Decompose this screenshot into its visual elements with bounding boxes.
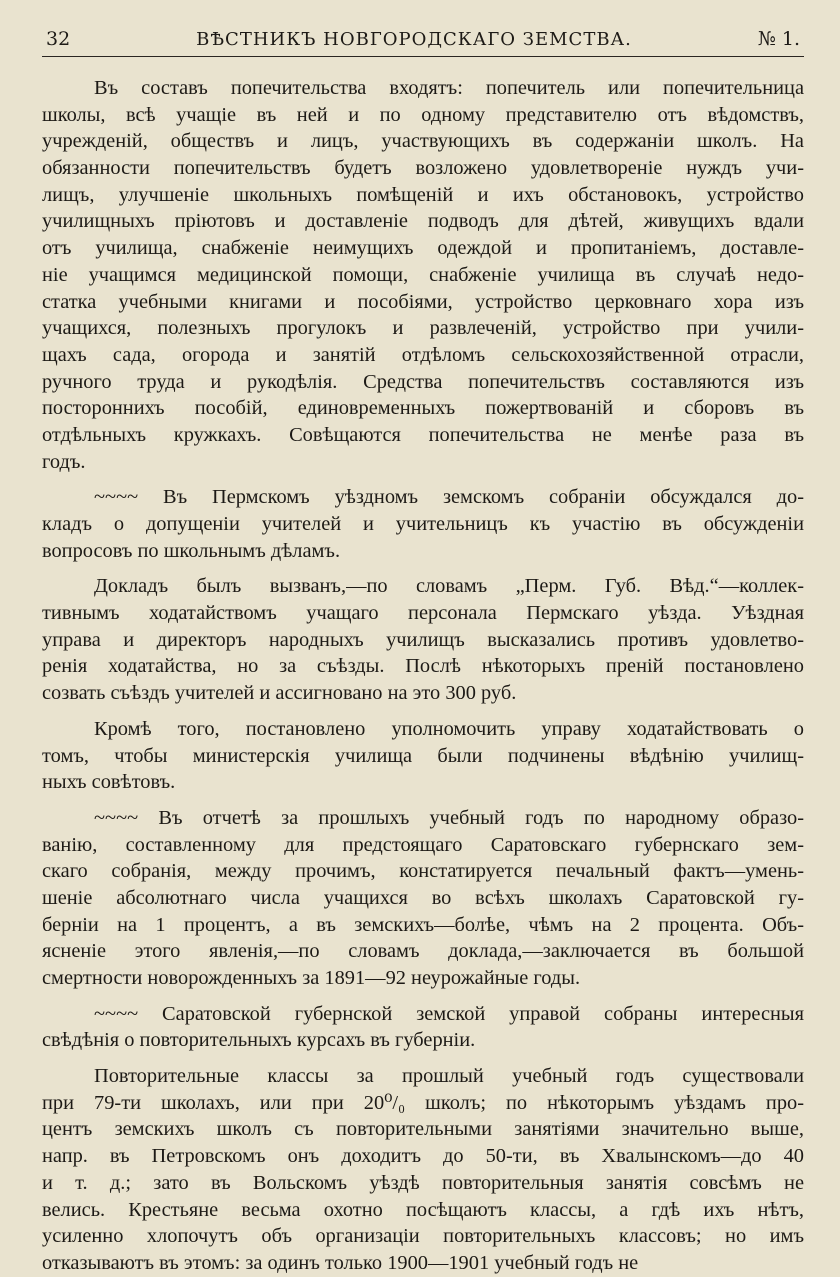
paragraph <box>42 805 804 992</box>
text-line: скаго собранія, между прочимъ, констатируется печальный фактъ—умень- <box>42 860 804 883</box>
journal-title: ВѢСТНИКЪ НОВГОРОДСКАГО ЗЕМСТВА. <box>196 29 632 50</box>
text-line: школы, всѣ учащіе въ ней и по одному представителю отъ вѣдомствъ, <box>42 103 804 126</box>
text-line: шеніе абсолютнаго числа учащихся во всѣхъ школахъ Саратовской гу- <box>42 886 804 909</box>
paragraph <box>42 1001 804 1054</box>
running-header <box>42 28 804 57</box>
text-line: отъ училища, снабженіе неимущихъ одеждой и пропитаніемъ, доставле- <box>42 237 804 260</box>
text-line: управа и директоръ народныхъ училищъ высказались противъ удовлетво- <box>42 628 804 651</box>
text-line: ренія ходатайства, но за съѣзды. Послѣ нѣкоторыхъ преній постановлено <box>42 655 804 678</box>
text-line: Докладъ былъ вызванъ,—по словамъ „Перм. Губ. Вѣд.“—коллек- <box>94 575 804 598</box>
text-line: щахъ сада, огорода и занятій отдѣломъ сельскохозяйственной отрасли, <box>42 343 804 366</box>
text-line: училищныхъ пріютовъ и доставленіе подводъ для дѣтей, живущихъ вдали <box>42 210 804 233</box>
text-line: ныхъ совѣтовъ. <box>42 771 176 794</box>
text-line: Повторительные классы за прошлый учебный годъ существовали <box>94 1065 804 1088</box>
text-line: Кромѣ того, постановлено уполномочить управу ходатайствовать о <box>94 717 804 740</box>
page-number: 32 <box>46 28 71 50</box>
text-line: томъ, чтобы министерскія училища были подчинены вѣдѣнію училищ- <box>42 744 804 767</box>
text-line: ~~~~ Саратовской губернской земской управой собраны интересныя <box>94 1002 804 1025</box>
text-line: статка учебными книгами и пособіями, устройство церковнаго хора изъ <box>42 290 804 313</box>
paragraph <box>42 75 804 475</box>
text-line: тивнымъ ходатайствомъ учащаго персонала Пермскаго уѣзда. Уѣздная <box>42 602 804 625</box>
text-line: постороннихъ пособій, единовременныхъ пожертвованій и сборовъ въ <box>42 397 804 420</box>
text-line: созвать съѣздъ учителей и ассигновано на это 300 руб. <box>42 682 517 705</box>
paragraph <box>42 1063 804 1277</box>
text-line: отдѣльныхъ кружкахъ. Совѣщаются попечительства не менѣе раза въ <box>42 423 804 446</box>
text-line: при 79-ти школахъ, или при 20⁰/₀ школъ; по нѣкоторымъ уѣздамъ про- <box>42 1091 804 1114</box>
text-line: берніи на 1 процентъ, а въ земскихъ—болѣе, чѣмъ на 2 процента. Объ- <box>42 913 804 936</box>
paragraph <box>42 484 804 564</box>
text-line: ясненіе этого явленія,—по словамъ доклада,—заключается въ большой <box>42 940 804 963</box>
text-line: учащихся, полезныхъ прогулокъ и развлеченій, устройство при учили- <box>42 317 804 340</box>
text-line: отказываютъ въ этомъ: за одинъ только 1900—1901 учебный годъ не <box>42 1251 639 1274</box>
text-line: ручного труда и рукодѣлія. Средства попечительствъ составляются изъ <box>42 370 804 393</box>
text-line: ~~~~ Въ отчетѣ за прошлыхъ учебный годъ по народному образо- <box>94 806 804 829</box>
text-line: кладъ о допущеніи учителей и учительницъ къ участію въ обсужденіи <box>42 513 804 535</box>
issue-number: № 1. <box>757 28 800 50</box>
text-line: ніе учащимся медицинской помощи, снабженіе училища въ случаѣ недо- <box>42 263 804 286</box>
text-line: обязанности попечительствъ будетъ возложено удовлетвореніе нуждъ учи- <box>42 157 804 180</box>
text-line: годъ. <box>42 450 86 473</box>
text-line: ванію, составленному для предстоящаго Саратовскаго губернскаго зем- <box>42 833 804 856</box>
paragraph <box>42 573 804 706</box>
text-line: напр. въ Петровскомъ онъ доходитъ до 50-ти, въ Хвалынскомъ—до 40 <box>42 1145 804 1168</box>
text-line: вопросовъ по школьнымъ дѣламъ. <box>42 539 341 562</box>
text-line: центъ земскихъ школъ съ повторительными занятіями значительно выше, <box>42 1118 804 1141</box>
text-line: учрежденій, обществъ и лицъ, участвующихъ въ содержаніи школъ. На <box>42 130 804 153</box>
text-line: лищъ, улучшеніе школьныхъ помѣщеній и ихъ обстановокъ, устройство <box>42 183 804 206</box>
text-line: свѣдѣнія о повторительныхъ курсахъ въ губерніи. <box>42 1029 476 1052</box>
text-line: Въ составъ попечительства входятъ: попечитель или попечительница <box>94 77 804 99</box>
text-line: и т. д.; зато въ Вольскомъ уѣздѣ повторительныя занятія совсѣмъ не <box>42 1171 804 1194</box>
text-line: усиленно хлопочутъ объ организаціи повторительныхъ классовъ; но имъ <box>42 1225 804 1248</box>
article-body <box>42 75 804 1277</box>
text-line: ~~~~ Въ Пермскомъ уѣздномъ земскомъ собраніи обсуждался до- <box>94 486 804 509</box>
paragraph <box>42 716 804 796</box>
text-line: смертности новорожденныхъ за 1891—92 неурожайные годы. <box>42 967 581 989</box>
text-line: велись. Крестьяне весьма охотно посѣщаютъ классы, а гдѣ ихъ нѣтъ, <box>42 1198 804 1221</box>
